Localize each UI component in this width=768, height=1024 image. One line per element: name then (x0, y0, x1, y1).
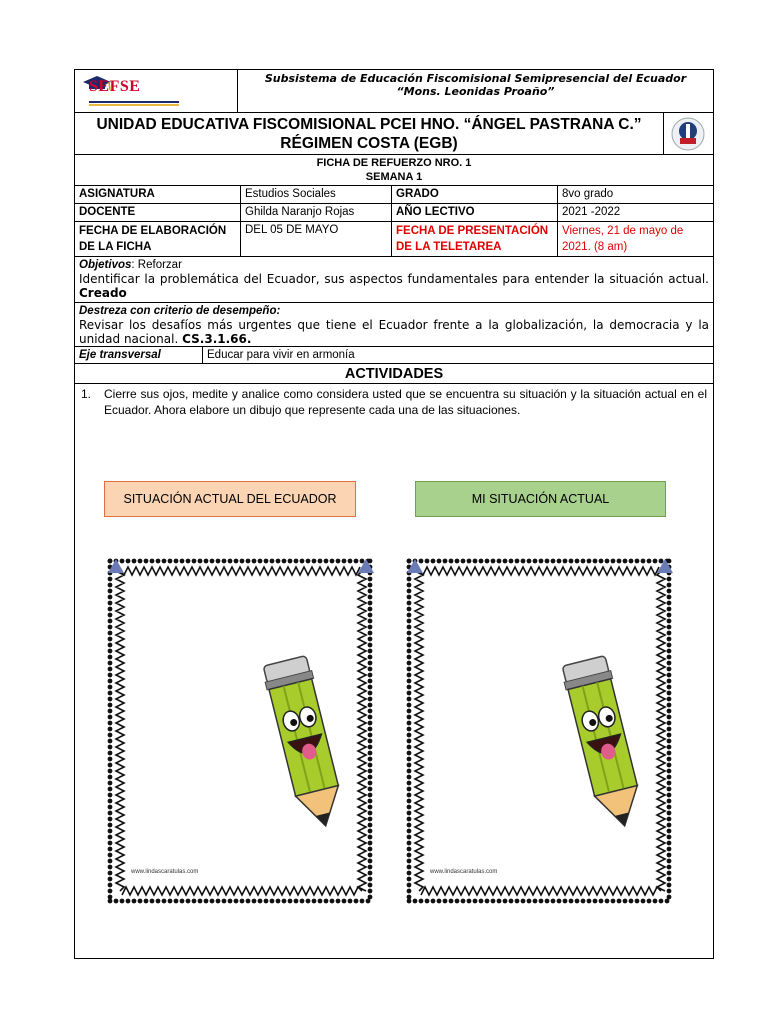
worksheet (74, 69, 714, 959)
drawing-frame-right[interactable] (405, 557, 675, 907)
teacher-row (75, 204, 713, 222)
objectives-label: Objetivos (79, 259, 132, 271)
skill-row (75, 303, 713, 347)
my-situation-box (415, 481, 666, 517)
logo-cell (75, 70, 237, 112)
grade-label: GRADO (391, 186, 557, 203)
teacher-value: Ghilda Naranjo Rojas (240, 204, 391, 221)
regime-name: RÉGIMEN COSTA (EGB) (280, 135, 458, 152)
drawing-frame-left[interactable] (106, 557, 376, 907)
activity-item (81, 386, 707, 418)
school-cell (75, 113, 663, 154)
subsystem-cell (237, 70, 713, 112)
monsignor-name: “Mons. Leonidas Proaño” (396, 85, 555, 98)
subject-label: ASIGNATURA (79, 188, 155, 200)
axis-value: Educar para vivir en armonía (202, 347, 713, 363)
objectives-row (75, 257, 713, 303)
objectives-tag: Reforzar (137, 259, 182, 271)
elaboration-label: FECHA DE ELABORACIÓN DE LA FICHA (79, 225, 227, 253)
presentation-value: Viernes, 21 de mayo de 2021. (8 am) (557, 222, 713, 256)
header-row (75, 70, 713, 113)
objectives-strong: Creado (79, 286, 127, 300)
frame-credit-left: www.lindascaratulas.com (131, 869, 199, 875)
dates-row (75, 222, 713, 257)
logo-text: SEFSE (89, 78, 141, 95)
presentation-label: FECHA DE PRESENTACIÓN DE LA TELETAREA (391, 222, 557, 256)
sheet-title-cell (75, 155, 713, 185)
sheet-title-row (75, 155, 713, 186)
skill-text: Revisar los desafíos más urgentes que tiene el Ecuador frente a la globalización, la democracia y la unidad nacional. (79, 318, 709, 346)
pencil-character-icon (261, 655, 349, 832)
skill-code: CS.3.1.66. (182, 332, 252, 346)
objectives-text: Identificar la problemática del Ecuador, sus aspectos fundamentales para entender la situación actual. (79, 272, 709, 286)
ecuador-situation-label: SITUACIÓN ACTUAL DEL ECUADOR (123, 492, 337, 506)
axis-label: Eje transversal (79, 349, 161, 361)
school-emblem-icon (670, 116, 706, 152)
sheet-title: FICHA DE REFUERZO NRO. 1 (316, 157, 472, 169)
year-value: 2021 -2022 (557, 204, 713, 221)
logo-underline (89, 99, 179, 107)
skill-cell (75, 303, 713, 346)
school-name: UNIDAD EDUCATIVA FISCOMISIONAL PCEI HNO. “ÁNGEL PASTRANA C.” (96, 116, 642, 133)
activity-number: 1. (81, 387, 92, 401)
subsystem-title: Subsistema de Educación Fiscomisional Semipresencial del Ecuador (264, 72, 687, 85)
frame-credit-right: www.lindascaratulas.com (430, 869, 498, 875)
year-label: AÑO LECTIVO (391, 204, 557, 221)
activity-text: Cierre sus ojos, medite y analice como considera usted que se encuentra su situación y la situación actual en el Ecuador. Ahora elabore un dibujo que represente cada una de las situaciones. (104, 387, 707, 417)
subject-row (75, 186, 713, 204)
teacher-label: DOCENTE (79, 206, 136, 218)
grade-value: 8vo grado (557, 186, 713, 203)
activities-title-row (75, 364, 713, 384)
axis-row (75, 347, 713, 364)
activities-title: ACTIVIDADES (344, 366, 444, 382)
subject-value: Estudios Sociales (240, 186, 391, 203)
ecuador-situation-box (104, 481, 356, 517)
school-logo-cell (663, 113, 713, 154)
objectives-cell: Objetivos: Reforzar Identificar la problemática del Ecuador, sus aspectos fundamentales para entender la situación actual. Creado (79, 259, 709, 300)
week-label: SEMANA 1 (365, 171, 423, 183)
skill-label: Destreza con criterio de desempeño: (79, 305, 281, 317)
elaboration-value: DEL 05 DE MAYO (240, 222, 391, 256)
school-row (75, 113, 713, 155)
my-situation-label: MI SITUACIÓN ACTUAL (471, 492, 610, 506)
pencil-character-icon (560, 655, 648, 832)
